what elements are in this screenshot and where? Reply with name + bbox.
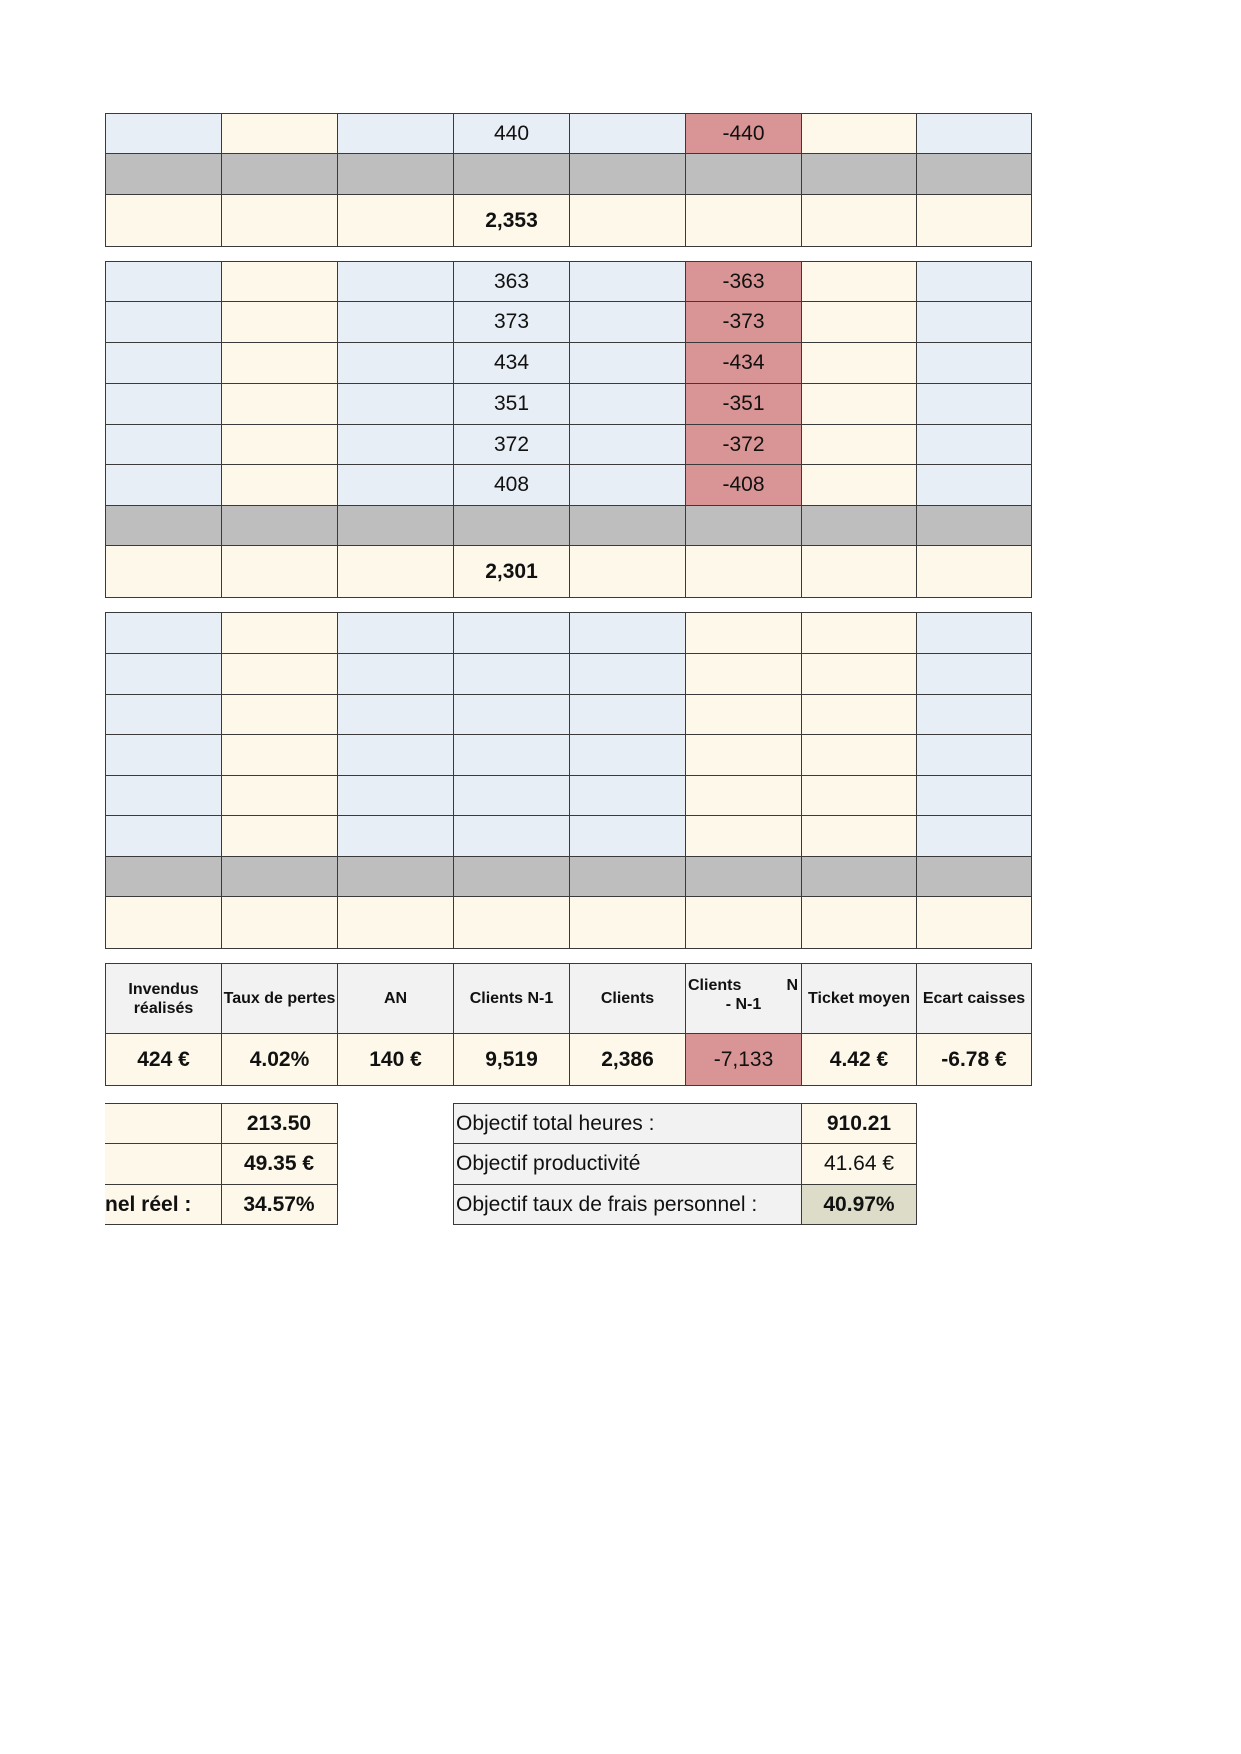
total-row xyxy=(106,195,1032,247)
week-table-3 xyxy=(105,612,1032,949)
clients-n1-cell: 434 xyxy=(454,343,570,384)
reel-taux-value: 34.57% xyxy=(221,1185,337,1225)
value-invendus: 424 € xyxy=(106,1034,222,1086)
clients-diff-cell: -372 xyxy=(686,425,802,465)
table-row xyxy=(106,343,1032,384)
total-row xyxy=(106,546,1032,598)
table-row xyxy=(106,654,1032,695)
value-ticket-moyen: 4.42 € xyxy=(802,1034,917,1086)
table-row xyxy=(454,1144,917,1185)
clients-n1-cell: 440 xyxy=(454,114,570,154)
header-invendus: Invendus réalisés xyxy=(106,964,222,1034)
header-taux-pertes: Taux de pertes xyxy=(222,964,338,1034)
reel-productivite-value: 49.35 € xyxy=(221,1144,337,1185)
header-clients: Clients xyxy=(570,964,686,1034)
table-row xyxy=(105,1144,337,1185)
total-clients-n1: 2,353 xyxy=(454,195,570,247)
objectif-heures-value: 910.21 xyxy=(802,1104,917,1144)
separator-row xyxy=(106,506,1032,546)
clients-diff-cell: -434 xyxy=(686,343,802,384)
clients-n1-cell: 363 xyxy=(454,262,570,302)
header-clients-diff: Clients N - N-1 xyxy=(686,964,802,1034)
header-ticket-moyen: Ticket moyen xyxy=(802,964,917,1034)
objectif-productivite-value: 41.64 € xyxy=(802,1144,917,1185)
summary-header-row xyxy=(106,964,1032,1034)
value-ecart-caisses: -6.78 € xyxy=(917,1034,1032,1086)
week-table-1 xyxy=(105,113,1032,247)
total-clients-n1: 2,301 xyxy=(454,546,570,598)
summary-table xyxy=(105,963,1032,1086)
clients-diff-cell: -351 xyxy=(686,384,802,425)
separator-row xyxy=(106,154,1032,195)
summary-value-row xyxy=(106,1034,1032,1086)
clients-n1-cell: 408 xyxy=(454,465,570,506)
clients-diff-cell: -373 xyxy=(686,302,802,343)
table-row xyxy=(106,816,1032,857)
value-clients-diff: -7,133 xyxy=(686,1034,802,1086)
header-clients-n1: Clients N-1 xyxy=(454,964,570,1034)
objectif-taux-label: Objectif taux de frais personnel : xyxy=(454,1185,802,1225)
reel-heures-value: 213.50 xyxy=(221,1104,337,1144)
objectif-productivite-label: Objectif productivité xyxy=(454,1144,802,1185)
clients-diff-cell: -440 xyxy=(686,114,802,154)
clients-n1-cell: 373 xyxy=(454,302,570,343)
header-ecart-caisses: Ecart caisses xyxy=(917,964,1032,1034)
reel-label xyxy=(105,1144,221,1185)
table-row xyxy=(106,613,1032,654)
table-row xyxy=(454,1104,917,1144)
clients-diff-cell: -408 xyxy=(686,465,802,506)
clients-diff-cell: -363 xyxy=(686,262,802,302)
table-row xyxy=(106,776,1032,816)
table-row xyxy=(106,262,1032,302)
reel-label: nel réel : xyxy=(105,1185,221,1225)
table-row xyxy=(106,425,1032,465)
reel-table xyxy=(105,1103,338,1225)
table-row xyxy=(106,465,1032,506)
table-row xyxy=(454,1185,917,1225)
table-row xyxy=(105,1104,337,1144)
table-row xyxy=(106,114,1032,154)
reel-label xyxy=(105,1104,221,1144)
clients-n1-cell: 351 xyxy=(454,384,570,425)
table-row xyxy=(105,1185,337,1225)
clients-n1-cell: 372 xyxy=(454,425,570,465)
table-row xyxy=(106,302,1032,343)
week-table-2 xyxy=(105,261,1032,598)
total-row xyxy=(106,897,1032,949)
objectifs-table xyxy=(453,1103,917,1225)
table-row xyxy=(106,735,1032,776)
objectif-heures-label: Objectif total heures : xyxy=(454,1104,802,1144)
value-clients: 2,386 xyxy=(570,1034,686,1086)
table-row xyxy=(106,695,1032,735)
header-an: AN xyxy=(338,964,454,1034)
table-row xyxy=(106,384,1032,425)
objectif-taux-value: 40.97% xyxy=(802,1185,917,1225)
value-an: 140 € xyxy=(338,1034,454,1086)
value-taux-pertes: 4.02% xyxy=(222,1034,338,1086)
separator-row xyxy=(106,857,1032,897)
value-clients-n1: 9,519 xyxy=(454,1034,570,1086)
